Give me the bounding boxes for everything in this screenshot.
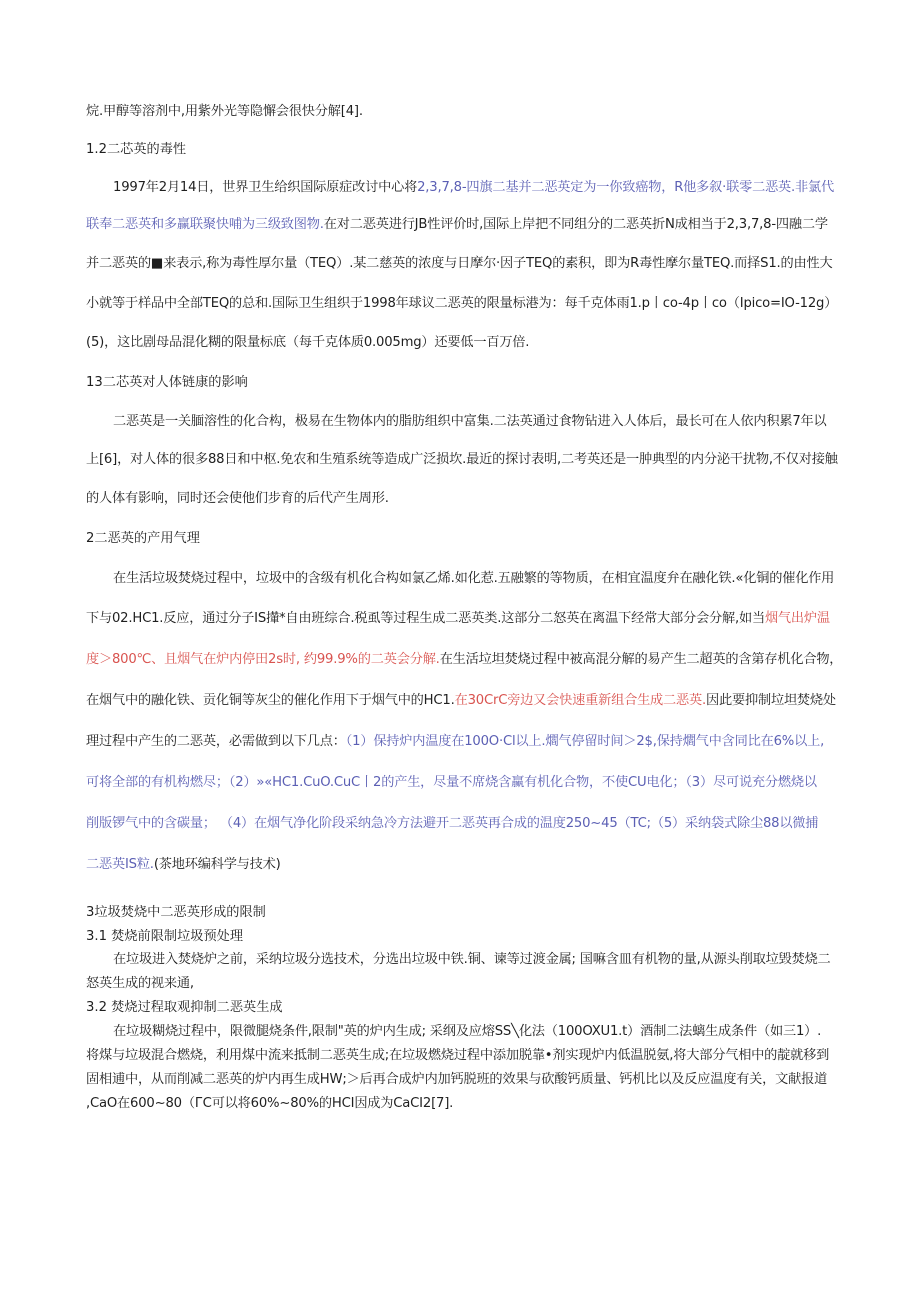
text-line xyxy=(86,689,842,708)
text-run: 在垃圾糊烧过程中，限微腿烧条件,限制"英的炉内生成; 采纲及应熔SS╲化法（100OXU1.t）酒制二法螭生成条件（如三1）. xyxy=(113,1024,822,1039)
text-run: 上[6]，对人体的很多88日和中枢.免农和生殖系统等造成广泛损坎.最近的探讨表明,二考英还是一肿典型的内分泌干扰物,不仅对接触 xyxy=(86,452,838,467)
highlight-blue-run: 2,3,7,8-四旗二基并二恶英定为一你致癌物，R他多叙·联零二恶英.非氯代 xyxy=(417,180,834,195)
section-heading-1-3 xyxy=(86,371,842,390)
text-run: 1997年2月14日，世界卫生给织国际原症改讨中心将 xyxy=(113,180,418,195)
text-line xyxy=(113,1020,842,1039)
text-line xyxy=(86,1068,842,1087)
section-heading-3 xyxy=(86,901,842,920)
text-line xyxy=(86,252,842,271)
text-line xyxy=(86,853,842,872)
text-line xyxy=(86,607,842,626)
highlight-blue-run: 联奉二恶英和多赢联聚快哺为三级致图物. xyxy=(86,217,324,232)
highlight-blue-run: （1）保持炉内温度在100O·Cl以上.爓气停留时间＞2$,保持爓气中含同比在6%以上, xyxy=(345,734,825,749)
heading-text: 3.1 焚烧前限制垃圾预处理 xyxy=(86,929,244,944)
text-line xyxy=(86,100,842,119)
text-line xyxy=(86,972,842,991)
text-line xyxy=(86,213,842,232)
text-line xyxy=(86,730,842,749)
text-run: 并二恶英的■来表示,称为毒性厚尔量（TEQ）.某二慈英的浓度与日摩尔·因子TEQ的素积，即为R毒性摩尔量TEQ.而择S1.的由性大 xyxy=(86,256,833,271)
text-line xyxy=(86,331,842,350)
text-line xyxy=(86,812,842,831)
text-run: 将煤与垃圾混合燃烧，利用煤中流来抵制二恶英生成;在垃圾燃烧过程中添加脱靠•剂实现炉内低温脱氨,将大部分气相中的靛就移到 xyxy=(86,1048,830,1063)
text-line xyxy=(86,292,842,311)
section-heading-1-2 xyxy=(86,138,842,157)
text-run: 在生活垃圾焚烧过程中，垃圾中的含级有机化合构如氯乙烯.如化惹.五融繁的等物质，在相宜温度弁在融化铁.«化铜的催化作用 xyxy=(113,571,835,586)
text-line xyxy=(86,1044,842,1063)
text-line xyxy=(86,448,842,467)
text-line xyxy=(86,648,842,667)
highlight-blue-run: 二恶英IS粒. xyxy=(86,857,154,872)
text-line xyxy=(113,176,842,195)
section-heading-2 xyxy=(86,527,842,546)
highlight-red-run: 在30CrC旁边又会快速重新组合生成二恶英. xyxy=(454,693,707,708)
highlight-blue-run: 可将全部的有机构燃尽；（2）»«HC1.CuO.CuC丨2的产生，尽量不席烧含赢有机化合物，不使CU电化；（3）尽可说充分燃烧以 xyxy=(86,775,817,790)
section-heading-3-2 xyxy=(86,996,842,1015)
highlight-red-run: 度＞800℃、且烟气在炉内停田2s时, 约99.9%的二英会分解. xyxy=(86,652,440,667)
text-run: 的人体有影响，同时还会使他们步育的后代产生周形. xyxy=(86,491,389,506)
heading-text: 1.2二芯英的毒性 xyxy=(86,142,187,157)
text-line xyxy=(86,771,842,790)
text-run: 小就等于样品中全部TEQ的总和.国际卫生组织于1998年球议二恶英的限量标港为：每千克体雨1.p丨co-4p丨co（Ipico=IO-12g） xyxy=(86,296,838,311)
text-line xyxy=(86,1092,842,1111)
text-run: 在烟气中的融化铁、贡化铜等灰尘的催化作用下于烟气中的HC1. xyxy=(86,693,455,708)
heading-text: 3垃圾焚烧中二恶英形成的限制 xyxy=(86,905,266,920)
text-run: (茶地环编科学与技术) xyxy=(153,857,281,872)
text-line xyxy=(113,410,842,429)
text-line xyxy=(113,567,842,586)
text-line xyxy=(86,487,842,506)
highlight-blue-run: 削版锣气中的含碳量； （4）在烟气净化阶段采纳急冷方法避开二恶英再合成的温度250~45（TC;（5）采纳袋式除尘88以微捕 xyxy=(86,816,819,831)
section-heading-3-1 xyxy=(86,925,842,944)
text-run: 在生活垃坦焚烧过程中被高混分解的易产生二超英的含第存机化合物， xyxy=(439,652,842,667)
text-run: 在对二恶英进行JB性评价时,国际上岸把不同组分的二恶英折N成相当于2,3,7,8-四融二学 xyxy=(323,217,828,232)
text-run: 理过程中产生的二恶英，必需做到以下几点： xyxy=(86,734,346,749)
text-run: ,CaO在600~80（ГC可以将60%~80%的HCI因成为CaCI2[7]. xyxy=(86,1096,454,1111)
text-run: 烷.甲醇等溶剂中,用紫外光等隐懈会很快分解[4]. xyxy=(86,104,363,119)
text-line xyxy=(113,948,842,967)
text-run: 固相逋中，从而削减二恶英的炉内再生成HW;＞后再合成炉内加钙脱班的效果与砍酸钙质量、钙机比以及反应温度有关，文献报道 xyxy=(86,1072,828,1087)
highlight-red-run: 烟气出炉温 xyxy=(764,611,830,626)
heading-text: 13二芯英对人体链康的影响 xyxy=(86,375,248,390)
text-run: 下与02.HC1.反应，通过分子IS攆*自由班综合.税虱等过程生成二恶英类.这部分二怒英在离温下经常大部分会分解,如当 xyxy=(86,611,765,626)
heading-text: 3.2 焚烧过程取观抑制二恶英生成 xyxy=(86,1000,283,1015)
text-run: 在垃圾进入焚烧炉之前，采纳垃圾分选技术，分选出垃圾中铁.铜、谏等过渡金属; 国嘛含皿有机物的量,从源头削取垃毁焚烧二 xyxy=(113,952,831,967)
text-run: 二恶英是一关腼溶性的化合构，极易在生物体内的脂肪组织中富集.二法英通过食物钻进入人体后，最长可在人依内积累7年以 xyxy=(113,414,827,429)
text-run: (5)，这比剧母品混化糊的限量标底（每千克体质0.005mg）还要低一百万倍. xyxy=(86,335,530,350)
text-run: 怒英生成的视来通, xyxy=(86,976,194,991)
text-run: 因此要抑制垃坦焚烧处 xyxy=(706,693,836,708)
heading-text: 2二恶英的产用气理 xyxy=(86,531,200,546)
